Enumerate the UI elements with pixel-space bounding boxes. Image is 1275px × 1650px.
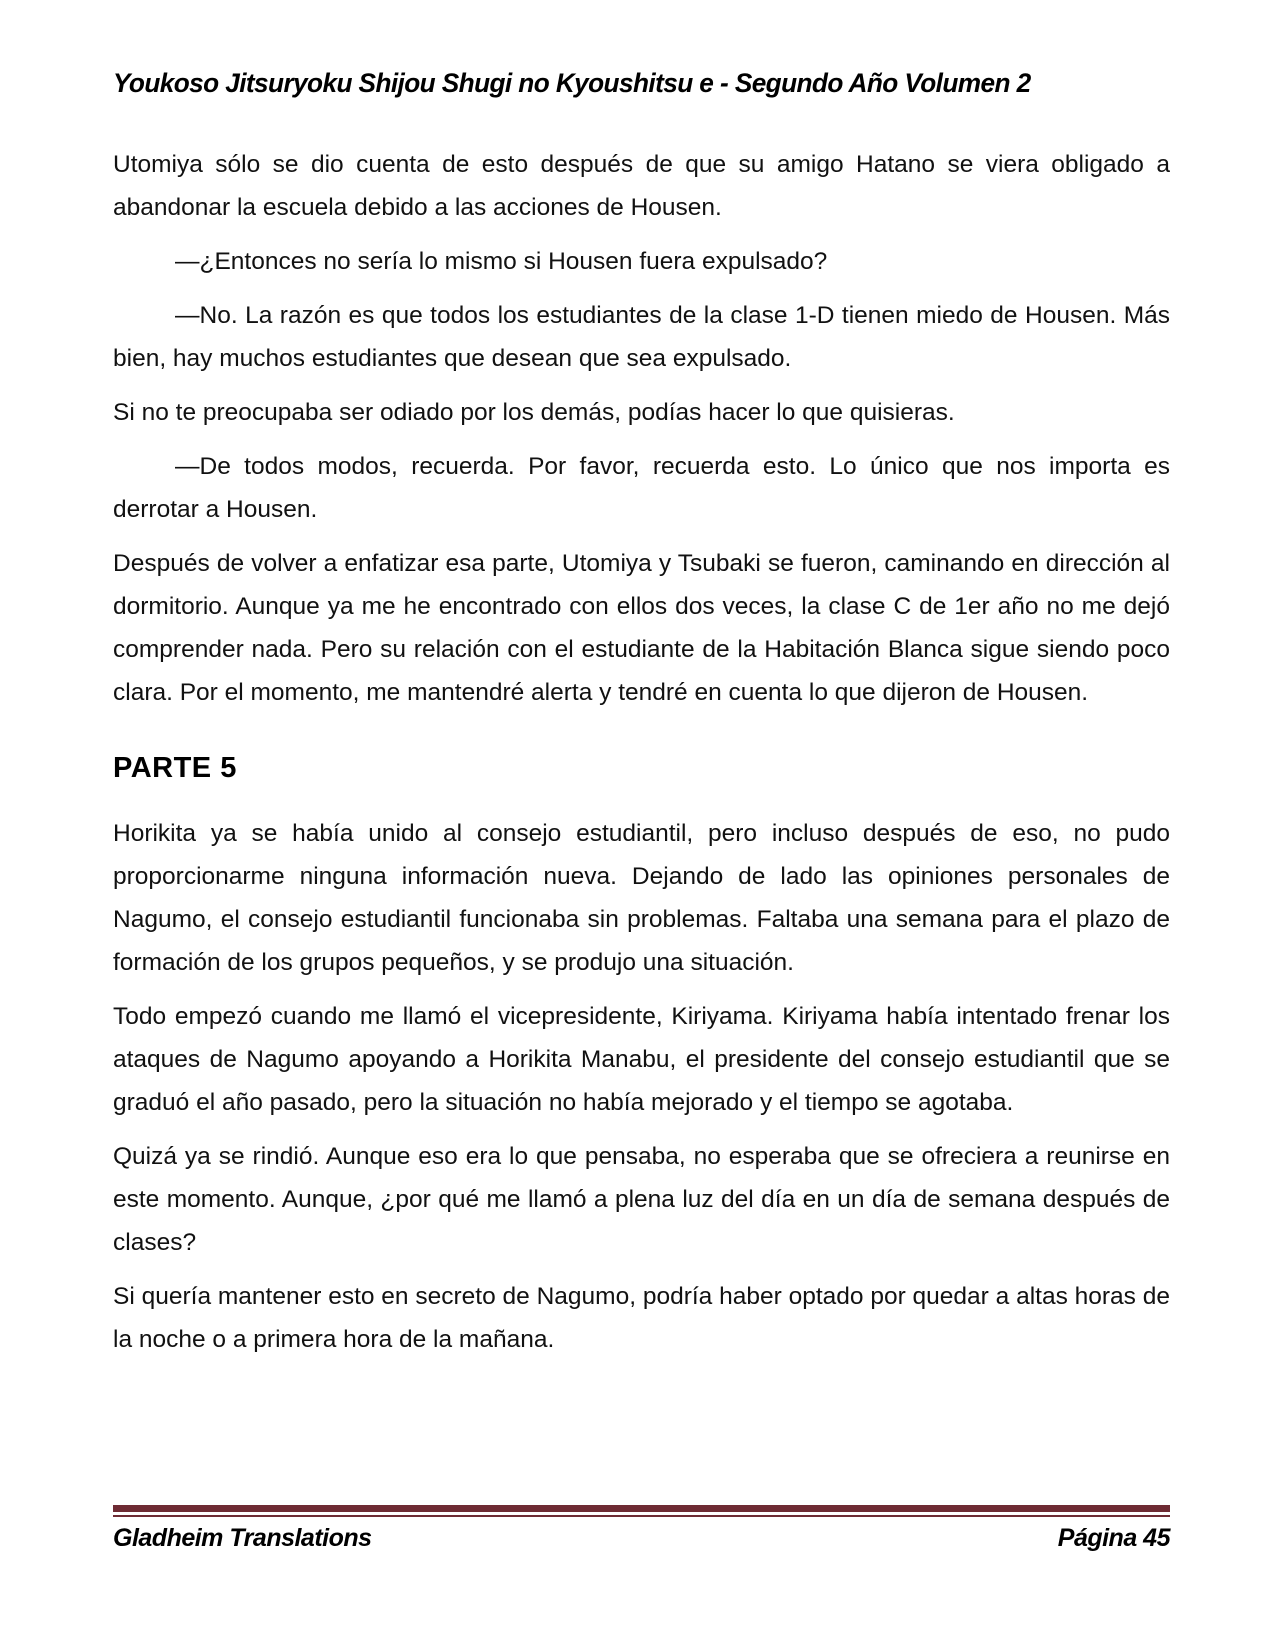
paragraph: Después de volver a enfatizar esa parte, Utomiya y Tsubaki se fueron, caminando en dirección al dormitorio. Aunque ya me he encontrado con ellos dos veces, la clase C de 1er año no me dejó comprender nada. Pero su relación con el estudiante de la Habitación Blanca sigue siendo poco clara. Por el momento, me mantendré alerta y tendré en cuenta lo que dijeron de Housen. bbox=[113, 550, 1170, 706]
page-header-title: Youkoso Jitsuryoku Shijou Shugi no Kyoushitsu e - Segundo Año Volumen 2 bbox=[113, 68, 1031, 98]
paragraph: Todo empezó cuando me llamó el vicepresidente, Kiriyama. Kiriyama había intentado frenar los ataques de Nagumo apoyando a Horikita Manabu, el presidente del consejo estudiantil que se graduó el año pasado, pero la situación no había mejorado y el tiempo se agotaba. bbox=[113, 1003, 1170, 1116]
paragraph: —¿Entonces no sería lo mismo si Housen fuera expulsado? bbox=[175, 248, 828, 275]
paragraph: Utomiya sólo se dio cuenta de esto después de que su amigo Hatano se viera obligado a abandonar la escuela debido a las acciones de Housen. bbox=[113, 151, 1170, 221]
footer-text-row bbox=[113, 1524, 1170, 1553]
paragraph: Si no te preocupaba ser odiado por los demás, podías hacer lo que quisieras. bbox=[113, 399, 955, 426]
body-text bbox=[113, 143, 1170, 1372]
paragraph: —De todos modos, recuerda. Por favor, recuerda esto. Lo único que nos importa es derrotar a Housen. bbox=[113, 453, 1170, 523]
paragraph: Quizá ya se rindió. Aunque eso era lo que pensaba, no esperaba que se ofreciera a reunirse en este momento. Aunque, ¿por qué me llamó a plena luz del día en un día de semana después de clases? bbox=[113, 1143, 1170, 1256]
footer-separator-line bbox=[113, 1505, 1170, 1517]
paragraph: —No. La razón es que todos los estudiantes de la clase 1-D tienen miedo de Housen. Más bien, hay muchos estudiantes que desean que sea expulsado. bbox=[113, 302, 1170, 372]
footer-translator-credit: Gladheim Translations bbox=[113, 1524, 372, 1552]
page-footer bbox=[113, 1505, 1170, 1553]
footer-page-number: Página 45 bbox=[1057, 1524, 1170, 1552]
paragraph: Si quería mantener esto en secreto de Nagumo, podría haber optado por quedar a altas horas de la noche o a primera hora de la mañana. bbox=[113, 1283, 1170, 1353]
paragraph: Horikita ya se había unido al consejo estudiantil, pero incluso después de eso, no pudo proporcionarme ninguna información nueva. Dejando de lado las opiniones personales de Nagumo, el consejo estudiantil funcionaba sin problemas. Faltaba una semana para el plazo de formación de los grupos pequeños, y se produjo una situación. bbox=[113, 820, 1170, 976]
section-heading: PARTE 5 bbox=[113, 752, 237, 784]
